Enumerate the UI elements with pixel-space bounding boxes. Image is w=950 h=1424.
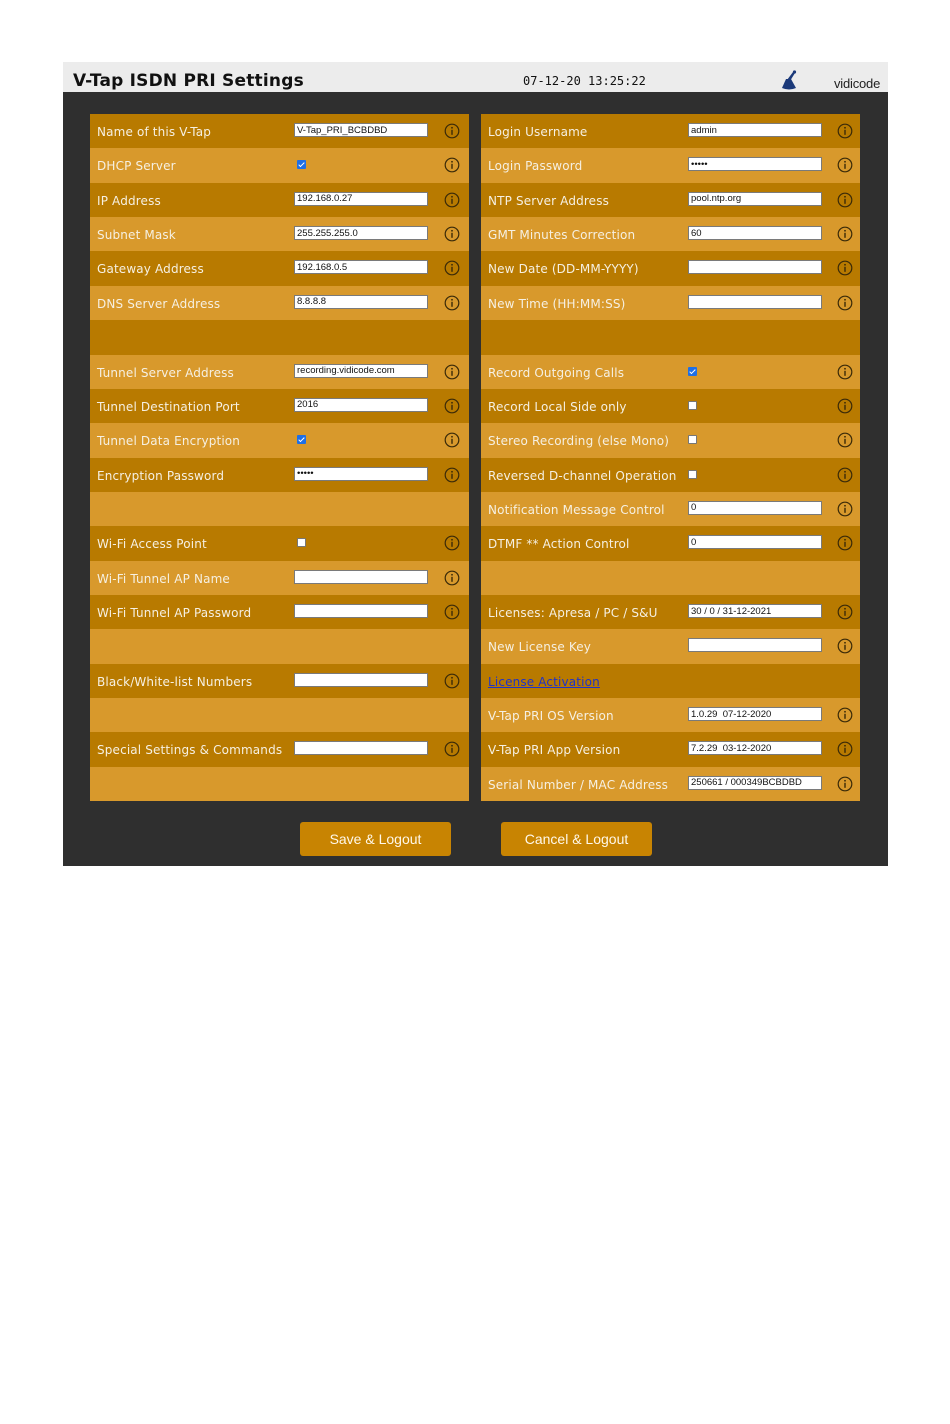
setting-row-login-password xyxy=(481,148,860,182)
info-icon[interactable] xyxy=(837,398,853,414)
tunnel-server-address-input[interactable] xyxy=(294,364,428,378)
settings-window xyxy=(63,62,888,866)
login-username-input[interactable] xyxy=(688,123,822,137)
licenses-apresa-pc-s-u-label: Licenses: Apresa / PC / S&U xyxy=(488,606,658,621)
wi-fi-access-point-label: Wi-Fi Access Point xyxy=(97,537,207,552)
page-title: V-Tap ISDN PRI Settings xyxy=(73,71,304,91)
record-outgoing-calls-checkbox[interactable] xyxy=(688,367,697,376)
spacer-row xyxy=(481,320,860,354)
gmt-minutes-correction-label: GMT Minutes Correction xyxy=(488,228,636,243)
setting-row-subnet-mask xyxy=(90,217,469,251)
info-icon[interactable] xyxy=(444,295,460,311)
notification-message-control-label: Notification Message Control xyxy=(488,502,665,517)
wi-fi-tunnel-ap-password-label: Wi-Fi Tunnel AP Password xyxy=(97,606,252,621)
info-icon[interactable] xyxy=(444,364,460,380)
spacer-row xyxy=(481,561,860,595)
info-icon[interactable] xyxy=(837,741,853,757)
setting-row-new-license-key xyxy=(481,629,860,663)
dns-server-address-input[interactable] xyxy=(294,295,428,309)
info-icon[interactable] xyxy=(444,226,460,242)
v-tap-pri-os-version-label: V-Tap PRI OS Version xyxy=(488,709,614,724)
login-password-label: Login Password xyxy=(488,159,583,174)
brand-name: vidicode xyxy=(834,76,881,91)
setting-row-ip-address xyxy=(90,183,469,217)
record-outgoing-calls-label: Record Outgoing Calls xyxy=(488,365,625,380)
setting-row-name-of-this-v-tap xyxy=(90,114,469,148)
gateway-address-label: Gateway Address xyxy=(97,262,204,277)
v-tap-pri-os-version-input[interactable] xyxy=(688,707,822,721)
info-icon[interactable] xyxy=(837,535,853,551)
info-icon[interactable] xyxy=(837,432,853,448)
setting-row-tunnel-data-encryption xyxy=(90,423,469,457)
spacer-row xyxy=(90,320,469,354)
setting-row-notification-message-control xyxy=(481,492,860,526)
tunnel-destination-port-label: Tunnel Destination Port xyxy=(97,399,240,414)
info-icon[interactable] xyxy=(444,741,460,757)
login-password-input[interactable] xyxy=(688,157,822,171)
system-settings-panel xyxy=(481,114,860,801)
info-icon[interactable] xyxy=(444,260,460,276)
info-icon[interactable] xyxy=(837,260,853,276)
info-icon[interactable] xyxy=(444,398,460,414)
setting-row-wi-fi-tunnel-ap-password xyxy=(90,595,469,629)
new-license-key-input[interactable] xyxy=(688,638,822,652)
encryption-password-input[interactable] xyxy=(294,467,428,481)
setting-row-black-white-list-numbers xyxy=(90,664,469,698)
ip-address-input[interactable] xyxy=(294,192,428,206)
black-white-list-numbers-label: Black/White-list Numbers xyxy=(97,674,253,689)
info-icon[interactable] xyxy=(444,604,460,620)
serial-number-mac-address-input[interactable] xyxy=(688,776,822,790)
setting-row-tunnel-destination-port xyxy=(90,389,469,423)
new-date-dd-mm-yyyy-input[interactable] xyxy=(688,260,822,274)
name-of-this-v-tap-input[interactable] xyxy=(294,123,428,137)
setting-row-ntp-server-address xyxy=(481,183,860,217)
info-icon[interactable] xyxy=(444,432,460,448)
setting-row-record-outgoing-calls xyxy=(481,355,860,389)
dhcp-server-checkbox[interactable] xyxy=(297,160,306,169)
setting-row-encryption-password xyxy=(90,458,469,492)
info-icon[interactable] xyxy=(444,192,460,208)
login-username-label: Login Username xyxy=(488,125,588,139)
tunnel-data-encryption-checkbox[interactable] xyxy=(297,435,306,444)
setting-row-gateway-address xyxy=(90,251,469,285)
wi-fi-tunnel-ap-password-input[interactable] xyxy=(294,604,428,618)
setting-row-special-settings-commands xyxy=(90,732,469,766)
ip-address-label: IP Address xyxy=(97,193,161,208)
v-tap-pri-app-version-label: V-Tap PRI App Version xyxy=(488,743,621,758)
tunnel-server-address-label: Tunnel Server Address xyxy=(97,365,234,380)
reversed-d-channel-operation-checkbox[interactable] xyxy=(688,470,697,479)
setting-row-licenses-apresa-pc-s-u xyxy=(481,595,860,629)
setting-row-license-activation xyxy=(481,664,860,698)
header-bar xyxy=(63,62,888,92)
stereo-recording-else-mono-label: Stereo Recording (else Mono) xyxy=(488,434,670,449)
new-license-key-label: New License Key xyxy=(488,640,592,655)
info-icon[interactable] xyxy=(837,226,853,242)
setting-row-login-username xyxy=(481,114,860,148)
serial-number-mac-address-label: Serial Number / MAC Address xyxy=(488,777,669,792)
info-icon[interactable] xyxy=(837,776,853,792)
ntp-server-address-label: NTP Server Address xyxy=(488,193,610,208)
info-icon[interactable] xyxy=(837,364,853,380)
info-icon[interactable] xyxy=(837,192,853,208)
save-logout-button[interactable]: Save & Logout xyxy=(300,822,451,856)
name-of-this-v-tap-label: Name of this V-Tap xyxy=(97,125,212,139)
spacer-row xyxy=(90,629,469,663)
setting-row-v-tap-pri-os-version xyxy=(481,698,860,732)
record-local-side-only-label: Record Local Side only xyxy=(488,399,627,414)
cancel-logout-button[interactable]: Cancel & Logout xyxy=(501,822,652,856)
info-icon[interactable] xyxy=(444,157,460,173)
setting-row-serial-number-mac-address xyxy=(481,767,860,801)
spacer-row xyxy=(90,767,469,801)
dns-server-address-label: DNS Server Address xyxy=(97,296,221,311)
info-icon[interactable] xyxy=(837,501,853,517)
info-icon[interactable] xyxy=(837,467,853,483)
tunnel-data-encryption-label: Tunnel Data Encryption xyxy=(97,434,241,449)
info-icon[interactable] xyxy=(444,535,460,551)
record-local-side-only-checkbox[interactable] xyxy=(688,401,697,410)
setting-row-record-local-side-only xyxy=(481,389,860,423)
setting-row-gmt-minutes-correction xyxy=(481,217,860,251)
info-icon[interactable] xyxy=(837,604,853,620)
setting-row-dtmf-action-control xyxy=(481,526,860,560)
gateway-address-input[interactable] xyxy=(294,260,428,274)
notification-message-control-input[interactable] xyxy=(688,501,822,515)
dhcp-server-label: DHCP Server xyxy=(97,159,176,174)
setting-row-new-date-dd-mm-yyyy xyxy=(481,251,860,285)
ntp-server-address-input[interactable] xyxy=(688,192,822,206)
dtmf-action-control-input[interactable] xyxy=(688,535,822,549)
wi-fi-tunnel-ap-name-input[interactable] xyxy=(294,570,428,584)
setting-row-new-time-hh-mm-ss xyxy=(481,286,860,320)
info-icon[interactable] xyxy=(837,638,853,654)
subnet-mask-label: Subnet Mask xyxy=(97,228,176,243)
setting-row-wi-fi-access-point xyxy=(90,526,469,560)
setting-row-reversed-d-channel-operation xyxy=(481,458,860,492)
setting-row-v-tap-pri-app-version xyxy=(481,732,860,766)
dtmf-action-control-label: DTMF ** Action Control xyxy=(488,537,630,552)
info-icon[interactable] xyxy=(837,157,853,173)
info-icon[interactable] xyxy=(444,123,460,139)
new-time-hh-mm-ss-label: New Time (HH:MM:SS) xyxy=(488,296,626,311)
new-time-hh-mm-ss-input[interactable] xyxy=(688,295,822,309)
info-icon[interactable] xyxy=(837,123,853,139)
gmt-minutes-correction-input[interactable] xyxy=(688,226,822,240)
current-datetime: 07-12-20 13:25:22 xyxy=(523,74,646,88)
reversed-d-channel-operation-label: Reversed D-channel Operation xyxy=(488,468,677,483)
black-white-list-numbers-input[interactable] xyxy=(294,673,428,687)
info-icon[interactable] xyxy=(444,673,460,689)
setting-row-tunnel-server-address xyxy=(90,355,469,389)
info-icon[interactable] xyxy=(837,707,853,723)
special-settings-commands-label: Special Settings & Commands xyxy=(97,743,283,758)
spacer-row xyxy=(90,698,469,732)
vidicode-logo-icon xyxy=(779,69,799,91)
setting-row-stereo-recording-else-mono xyxy=(481,423,860,457)
info-icon[interactable] xyxy=(837,295,853,311)
wi-fi-access-point-checkbox[interactable] xyxy=(297,538,306,547)
encryption-password-label: Encryption Password xyxy=(97,468,225,483)
tunnel-destination-port-input[interactable] xyxy=(294,398,428,412)
stereo-recording-else-mono-checkbox[interactable] xyxy=(688,435,697,444)
wi-fi-tunnel-ap-name-label: Wi-Fi Tunnel AP Name xyxy=(97,571,230,586)
licenses-apresa-pc-s-u-input[interactable] xyxy=(688,604,822,618)
info-icon[interactable] xyxy=(444,570,460,586)
license-activation-link[interactable]: License Activation xyxy=(488,674,600,689)
spacer-row xyxy=(90,492,469,526)
special-settings-commands-input[interactable] xyxy=(294,741,428,755)
setting-row-dhcp-server xyxy=(90,148,469,182)
subnet-mask-input[interactable] xyxy=(294,226,428,240)
network-settings-panel xyxy=(90,114,469,801)
setting-row-wi-fi-tunnel-ap-name xyxy=(90,561,469,595)
info-icon[interactable] xyxy=(444,467,460,483)
v-tap-pri-app-version-input[interactable] xyxy=(688,741,822,755)
new-date-dd-mm-yyyy-label: New Date (DD-MM-YYYY) xyxy=(488,262,639,277)
setting-row-dns-server-address xyxy=(90,286,469,320)
